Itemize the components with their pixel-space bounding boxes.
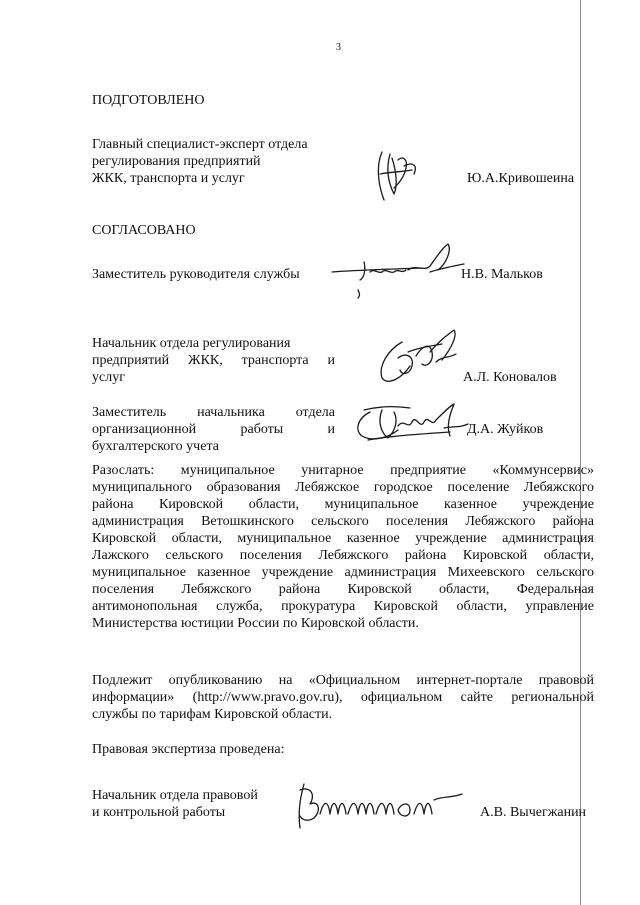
page-number: 3 [336,42,341,53]
signature-konovalov [372,322,472,388]
legal-review-title-line-2: и контрольной работы [92,805,226,820]
prepared-title-line-1: Главный специалист-эксперт отдела [92,137,308,152]
distribution-line-4: администрация Ветошкинского сельского поселения Лебяжского района [92,514,594,529]
legal-review-text: Правовая экспертиза проведена: [92,742,285,757]
publication-line-2: информации» (http://www.pravo.gov.ru), официальном сайте региональной [92,690,594,705]
distribution-line-1: Разослать: муниципальное унитарное предприятие «Коммунсервис» [92,463,594,478]
signer-1-title: Заместитель руководителя службы [92,267,300,282]
prepared-heading: ПОДГОТОВЛЕНО [92,93,205,108]
signer-3-title-line-2: организационной работы и [92,422,335,437]
agreed-heading: СОГЛАСОВАНО [92,223,196,238]
distribution-line-6: Лажского сельского поселения Лебяжского района Кировской области, [92,548,594,563]
prepared-title-line-3: ЖКК, транспорта и услуг [92,171,245,186]
signer-2-title-line-3: услуг [92,370,125,385]
distribution-line-10: Министерства юстиции России по Кировской области. [92,616,419,631]
signer-1-name: Н.В. Мальков [461,267,543,282]
distribution-line-2: муниципального образования Лебяжское городское поселение Лебяжского [92,480,594,495]
signature-zhuykov [350,400,475,448]
legal-review-title-line-1: Начальник отдела правовой [92,788,258,803]
signature-vychegzhanin [290,780,470,832]
signer-3-title-line-3: бухгалтерского учета [92,439,219,454]
distribution-line-5: Кировской области, муниципальное казенное учреждение администрация [92,531,594,546]
signer-2-title-line-2: предприятий ЖКК, транспорта и [92,353,335,368]
signer-2-title-line-1: Начальник отдела регулирования [92,336,291,351]
signature-krivosheina [368,146,428,206]
scan-margin-line [580,0,581,905]
distribution-line-9: антимонопольная служба, прокуратура Кировской области, управление [92,599,594,614]
distribution-line-3: района Кировской области, муниципальное казенное учреждение [92,497,594,512]
prepared-title-line-2: регулирования предприятий [92,154,261,169]
distribution-line-8: поселения Лебяжского района Кировской области, Федеральная [92,582,594,597]
signer-3-title-line-1: Заместитель начальника отдела [92,405,335,420]
distribution-line-7: муниципальное казенное учреждение администрация Михеевского сельского [92,565,594,580]
signer-3-name: Д.А. Жуйков [467,422,544,437]
publication-line-3: службы по тарифам Кировской области. [92,707,333,722]
legal-review-name: А.В. Вычегжанин [480,805,587,820]
publication-line-1: Подлежит опубликованию на «Официальном интернет-портале правовой [92,673,594,688]
signer-2-name: А.Л. Коновалов [463,370,557,385]
signature-malkov [330,238,470,300]
prepared-name: Ю.А.Кривошеина [467,171,575,186]
